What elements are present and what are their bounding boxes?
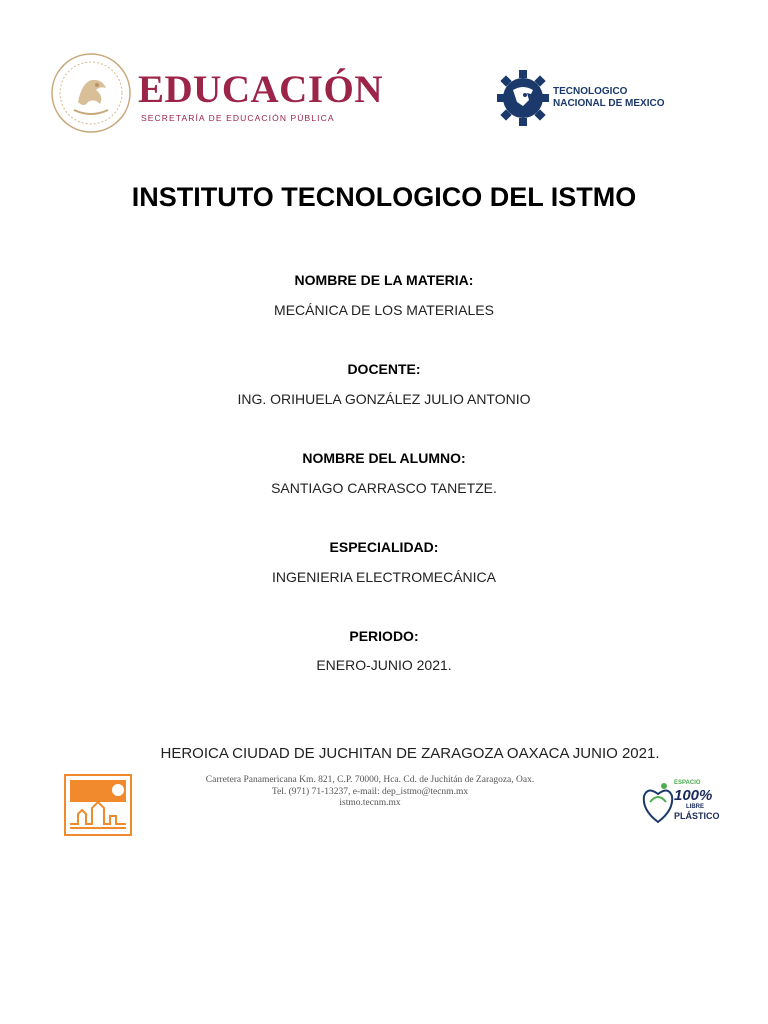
- tecnm-line2: NACIONAL DE MEXICO: [553, 98, 665, 109]
- footer-contact: [160, 775, 580, 810]
- footer-website: istmo.tecnm.mx: [339, 798, 401, 808]
- sep-title: EDUCACIÓN: [138, 68, 384, 111]
- tecnm-line1: TECNOLOGICO: [553, 86, 628, 97]
- mexico-seal-logo: [50, 52, 132, 134]
- badge-line1: ESPACIO: [674, 780, 701, 786]
- teacher-value: ING. ORIHUELA GONZÁLEZ JULIO ANTONIO: [237, 391, 531, 407]
- heart-leaf-icon: [640, 782, 676, 826]
- tecnm-wordmark: [553, 86, 665, 110]
- subject-value: MECÁNICA DE LOS MATERIALES: [274, 302, 494, 318]
- student-value: SANTIAGO CARRASCO TANETZE.: [271, 480, 497, 496]
- location-date: HEROICA CIUDAD DE JUCHITAN DE ZARAGOZA OAXACA JUNIO 2021.: [160, 745, 660, 762]
- badge-line3: LIBRE: [686, 804, 704, 810]
- badge-line2: 100%: [674, 787, 713, 804]
- specialty-label: ESPECIALIDAD:: [329, 539, 439, 555]
- footer-contact-line: Tel. (971) 71-13237, e-mail: dep_istmo@tecnm.mx: [271, 786, 469, 797]
- sep-subtitle: SECRETARÍA DE EDUCACIÓN PÚBLICA: [141, 113, 335, 123]
- student-label: NOMBRE DEL ALUMNO:: [302, 450, 466, 466]
- teacher-label: DOCENTE:: [347, 361, 421, 377]
- document-title: INSTITUTO TECNOLOGICO DEL ISTMO: [131, 182, 637, 212]
- period-label: PERIODO:: [349, 628, 419, 644]
- tecnm-gear-logo: [497, 66, 549, 130]
- badge-line4: PLÁSTICO: [674, 811, 720, 821]
- subject-label: NOMBRE DE LA MATERIA:: [294, 272, 474, 288]
- period-value: ENERO-JUNIO 2021.: [316, 657, 452, 673]
- ito-campus-logo: [64, 774, 132, 836]
- plastic-free-badge: [640, 776, 722, 836]
- specialty-value: INGENIERIA ELECTROMECÁNICA: [271, 569, 497, 585]
- footer-address: Carretera Panamericana Km. 821, C.P. 70000, Hca. Cd. de Juchitán de Zaragoza, Oax.: [205, 775, 535, 785]
